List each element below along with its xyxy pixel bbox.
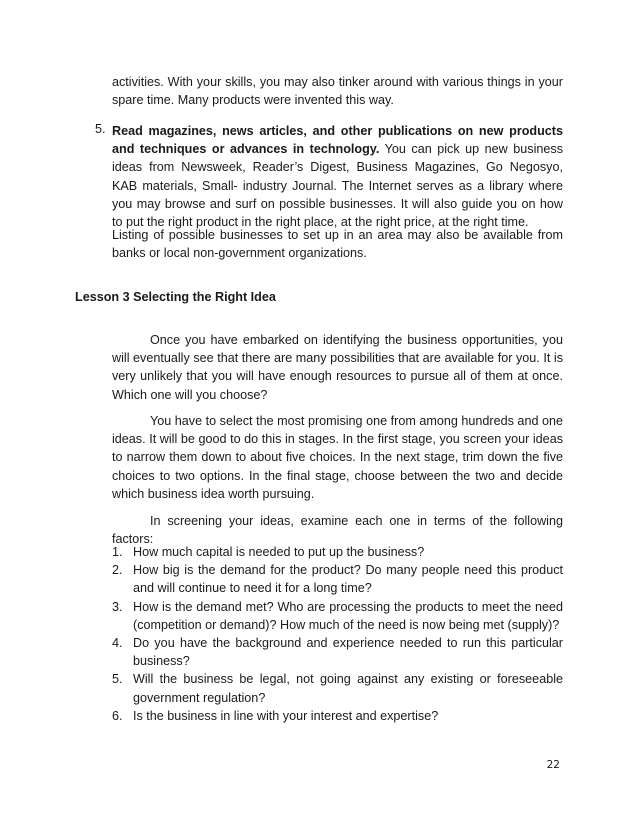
continuation-paragraph [112, 73, 563, 109]
list-item [112, 598, 563, 634]
factor-text: How big is the demand for the product? Do many people need this product and will continue to need it for a long time? [133, 563, 563, 596]
paragraph-1-text: Once you have embarked on identifying the business opportunities, you will eventually see that there are many possibilities that are available for you. It is very unlikely that you will have enough resources to pursue all of them at once. Which one will you choose? [112, 333, 563, 402]
listing-paragraph [112, 226, 563, 262]
paragraph-2 [112, 412, 563, 503]
factor-number: 6. [112, 708, 123, 723]
list-item [112, 634, 563, 670]
factor-number: 5. [112, 672, 123, 687]
factor-text: Is the business in line with your interest and expertise? [133, 708, 439, 723]
paragraph-1 [112, 331, 563, 404]
factor-text: How is the demand met? Who are processing the products to meet the need (competition or demand)? How much of the need is now being met (supply)? [133, 599, 563, 632]
paragraph-2-text: You have to select the most promising one from among hundreds and one ideas. It will be good to do this in stages. In the first stage, you screen your ideas to narrow them down to about five choices. In the next stage, trim down the five choices to two options. In the final stage, choose between the two and decide which business idea worth pursuing. [112, 414, 563, 501]
lesson-heading: Lesson 3 Selecting the Right Idea [75, 290, 276, 304]
factor-number: 2. [112, 563, 123, 578]
list-item [112, 543, 563, 561]
paragraph-3-text: In screening your ideas, examine each one in terms of the following factors: [112, 514, 563, 547]
list-item [112, 707, 563, 725]
factors-list [112, 543, 563, 725]
list-item-body [112, 122, 563, 231]
list-item-rest-text: You can pick up new business ideas from Newsweek, Reader’s Digest, Business Magazines, Go Negosyo, KAB materials, Small- industry Journal. The Internet serves as a library where you may browse and surf on possible businesses. It will also guide you on how to put the right product in the right place, at the right price, at the right time. [112, 142, 563, 230]
list-item-bold-period: . [375, 142, 380, 157]
factor-text: Do you have the background and experience needed to run this particular business? [133, 636, 563, 669]
factor-text: Will the business be legal, not going against any existing or foreseeable government regulation? [133, 672, 563, 705]
listing-text: Listing of possible businesses to set up in an area may also be available from banks or local non-government organizations. [112, 228, 563, 261]
continuation-text: activities. With your skills, you may also tinker around with various things in your spare time. Many products were invented this way. [112, 75, 563, 108]
list-item [112, 561, 563, 597]
list-item [112, 670, 563, 706]
factor-number: 1. [112, 545, 123, 559]
factor-text: How much capital is needed to put up the business? [133, 545, 425, 559]
list-item-number: 5. [95, 122, 106, 136]
list-item-5 [95, 122, 563, 231]
page-number: 22 [546, 759, 560, 771]
factor-number: 4. [112, 636, 123, 651]
list-item-bold-text: Read magazines, news articles, and other publications on new products and techniques or advances in technology [112, 124, 563, 157]
factor-number: 3. [112, 599, 123, 614]
